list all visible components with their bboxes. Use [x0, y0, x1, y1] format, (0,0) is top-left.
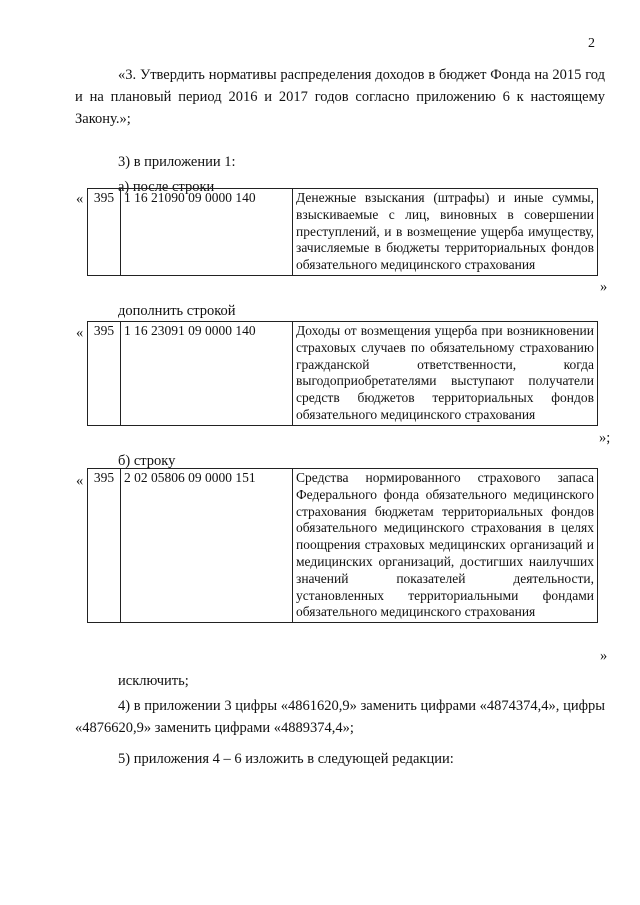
row2-quote-close: »;	[599, 430, 611, 446]
row2-code: 1 16 23091 09 0000 140	[121, 322, 293, 426]
item-5: 5) приложения 4 – 6 изложить в следующей редакции:	[118, 751, 454, 767]
row3-quote-open: «	[76, 473, 84, 489]
row1-table	[87, 188, 598, 276]
row2-table	[87, 321, 598, 426]
row1-number: 395	[88, 189, 121, 276]
row3-number: 395	[88, 469, 121, 623]
row1-text: Денежные взыскания (штрафы) и иные суммы, взыскиваемые с лиц, виновных в совершении преступлений, и в возмещение ущерба имуществу, зачисляемые в бюджеты территориальных фондов обязательного медицинского страхования	[293, 189, 598, 276]
table-row	[88, 469, 598, 623]
paragraph-norms: «3. Утвердить нормативы распределения доходов в бюджет Фонда на 2015 год и на плановый период 2016 и 2017 годов согласно приложению 6 к настоящему Закону.»;	[75, 67, 605, 127]
row3-code: 2 02 05806 09 0000 151	[121, 469, 293, 623]
page-number: 2	[588, 36, 595, 51]
row3-table	[87, 468, 598, 623]
row1-quote-open: «	[76, 191, 84, 207]
row2-number: 395	[88, 322, 121, 426]
row2-quote-open: «	[76, 325, 84, 341]
item-4: 4) в приложении 3 цифры «4861620,9» заменить цифрами «4874374,4», цифры «4876620,9» заменить цифрами «4889374,4»;	[75, 698, 605, 736]
item-3-heading: 3) в приложении 1:	[118, 154, 236, 170]
table-row	[88, 189, 598, 276]
row1-code: 1 16 21090 09 0000 140	[121, 189, 293, 276]
label-add-row: дополнить строкой	[118, 303, 236, 319]
table-row	[88, 322, 598, 426]
label-after-row: а) после строки	[118, 179, 215, 195]
row2-text: Доходы от возмещения ущерба при возникновении страховых случаев по обязательному страхованию гражданской ответственности, когда выгодоприобретателями выступают получатели средств бюджетов территориальных фондов обязательного медицинского страхования	[293, 322, 598, 426]
row3-quote-close: »	[600, 648, 608, 664]
label-exclude: исключить;	[118, 673, 189, 689]
row1-quote-close: »	[600, 279, 608, 295]
row3-text: Средства нормированного страхового запаса Федерального фонда обязательного медицинского страхования бюджетам территориальных фондов обязательного медицинского страхования в целях поощрения страховых медицинских организаций и медицинских организаций, достигших наилучших значений показателей деятельности, установленных территориальными фондами обязательного медицинского страхования	[293, 469, 598, 623]
label-row-b: б) строку	[118, 453, 176, 469]
